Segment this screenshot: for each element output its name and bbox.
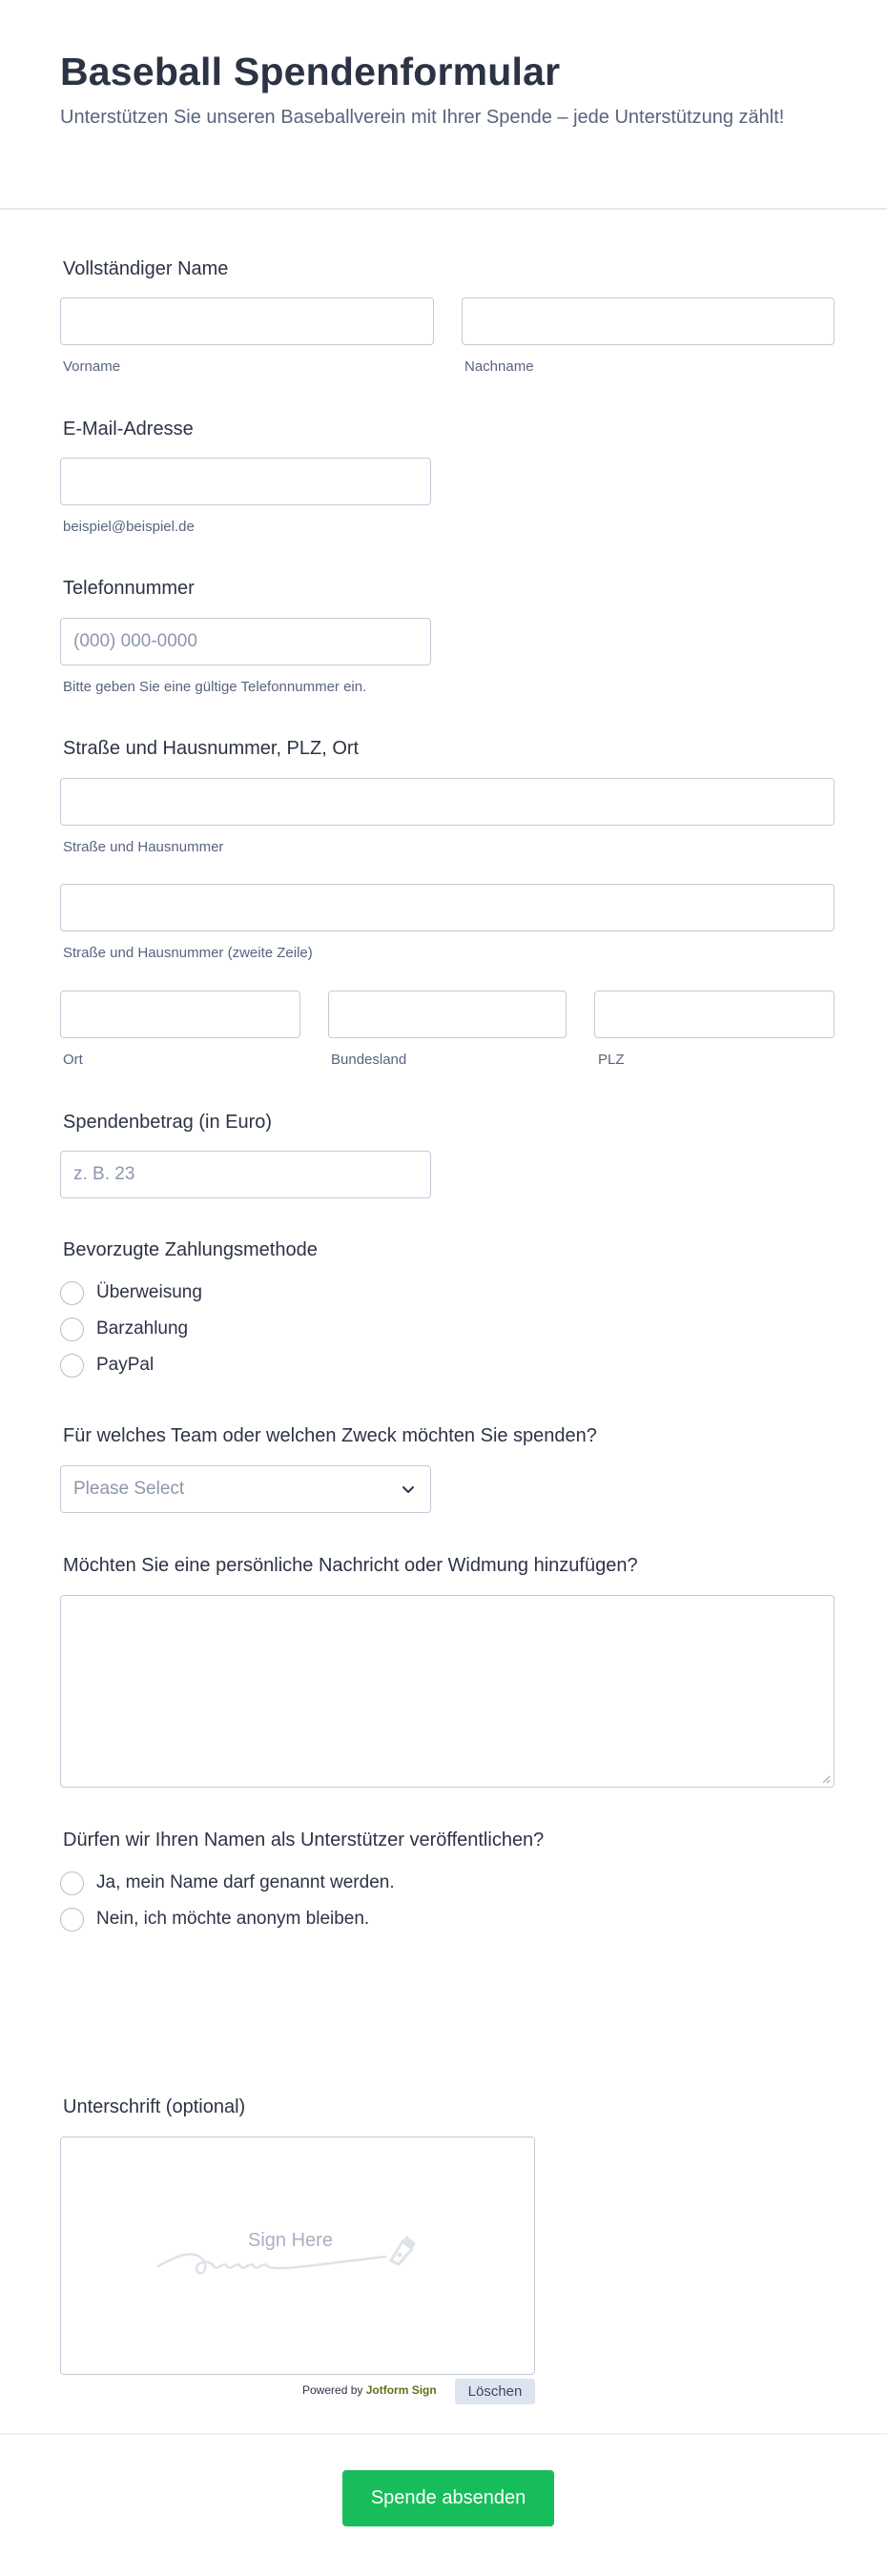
amount-input[interactable] [60, 1151, 431, 1198]
phone-label: Telefonnummer [63, 578, 195, 599]
street-line1-sublabel: Straße und Hausnummer [63, 839, 224, 855]
first-name-sublabel: Vorname [63, 358, 121, 375]
phone-placeholder: (000) 000-0000 [73, 631, 197, 651]
signature-placeholder: Sign Here [248, 2230, 333, 2251]
street-line2-sublabel: Straße und Hausnummer (zweite Zeile) [63, 945, 313, 961]
team-label: Für welches Team oder welchen Zweck möchten Sie spenden? [63, 1425, 597, 1446]
radio-circle[interactable] [60, 1318, 84, 1341]
radio-circle[interactable] [60, 1354, 84, 1378]
zip-sublabel: PLZ [598, 1052, 625, 1068]
payment-option-paypal[interactable] [60, 1352, 154, 1379]
publish-option-label: Ja, mein Name darf genannt werden. [96, 1872, 395, 1892]
state-input[interactable] [328, 991, 567, 1038]
publish-label: Dürfen wir Ihren Namen als Unterstützer veröffentlichen? [63, 1830, 545, 1850]
signature-label: Unterschrift (optional) [63, 2096, 246, 2117]
city-input[interactable] [60, 991, 300, 1038]
last-name-input[interactable] [462, 297, 835, 345]
payment-option-label: Überweisung [96, 1282, 202, 1302]
publish-option-yes[interactable] [60, 1870, 395, 1896]
chevron-down-icon [400, 1481, 417, 1498]
street-line2-input[interactable] [60, 884, 835, 931]
phone-input[interactable] [60, 618, 431, 665]
message-label: Möchten Sie eine persönliche Nachricht oder Widmung hinzufügen? [63, 1555, 638, 1576]
form-header [0, 0, 887, 210]
submit-button[interactable]: Spende absenden [342, 2470, 554, 2526]
payment-option-label: Barzahlung [96, 1319, 189, 1339]
phone-sublabel: Bitte geben Sie eine gültige Telefonnummer ein. [63, 679, 367, 695]
amount-label: Spendenbetrag (in Euro) [63, 1112, 273, 1133]
state-sublabel: Bundesland [331, 1052, 407, 1068]
publish-option-label: Nein, ich möchte anonym bleiben. [96, 1909, 370, 1929]
powered-by-prefix: Powered by [302, 2383, 363, 2397]
city-sublabel: Ort [63, 1052, 83, 1068]
team-select-value: Please Select [73, 1479, 185, 1499]
zip-input[interactable] [594, 991, 835, 1038]
radio-circle[interactable] [60, 1871, 84, 1895]
signature-pad[interactable] [60, 2136, 535, 2375]
page-subtitle: Unterstützen Sie unseren Baseballverein mit Ihrer Spende – jede Unterstützung zählt! [60, 107, 785, 128]
jotform-sign-brand: Jotform Sign [365, 2383, 437, 2397]
page-title: Baseball Spendenformular [60, 50, 561, 93]
radio-circle[interactable] [60, 1908, 84, 1932]
signature-scribble-icon [156, 2228, 433, 2285]
resize-handle-icon[interactable] [821, 1774, 831, 1784]
street-line1-input[interactable] [60, 778, 835, 826]
last-name-sublabel: Nachname [464, 358, 534, 375]
full-name-label: Vollständiger Name [63, 258, 229, 279]
payment-label: Bevorzugte Zahlungsmethode [63, 1239, 318, 1260]
email-sublabel: beispiel@beispiel.de [63, 519, 195, 535]
email-label: E-Mail-Adresse [63, 419, 194, 440]
payment-option-barzahlung[interactable] [60, 1316, 188, 1342]
email-input[interactable] [60, 458, 431, 505]
first-name-input[interactable] [60, 297, 434, 345]
publish-option-no[interactable] [60, 1906, 369, 1932]
powered-by-text [302, 2383, 437, 2397]
clear-signature-button[interactable]: Löschen [455, 2379, 535, 2404]
radio-circle[interactable] [60, 1281, 84, 1305]
amount-placeholder: z. B. 23 [73, 1164, 135, 1184]
payment-option-ueberweisung[interactable] [60, 1279, 202, 1306]
payment-option-label: PayPal [96, 1355, 155, 1375]
team-select[interactable] [60, 1465, 431, 1513]
message-textarea[interactable] [60, 1595, 835, 1788]
footer-divider [0, 2433, 887, 2435]
address-label: Straße und Hausnummer, PLZ, Ort [63, 738, 360, 759]
